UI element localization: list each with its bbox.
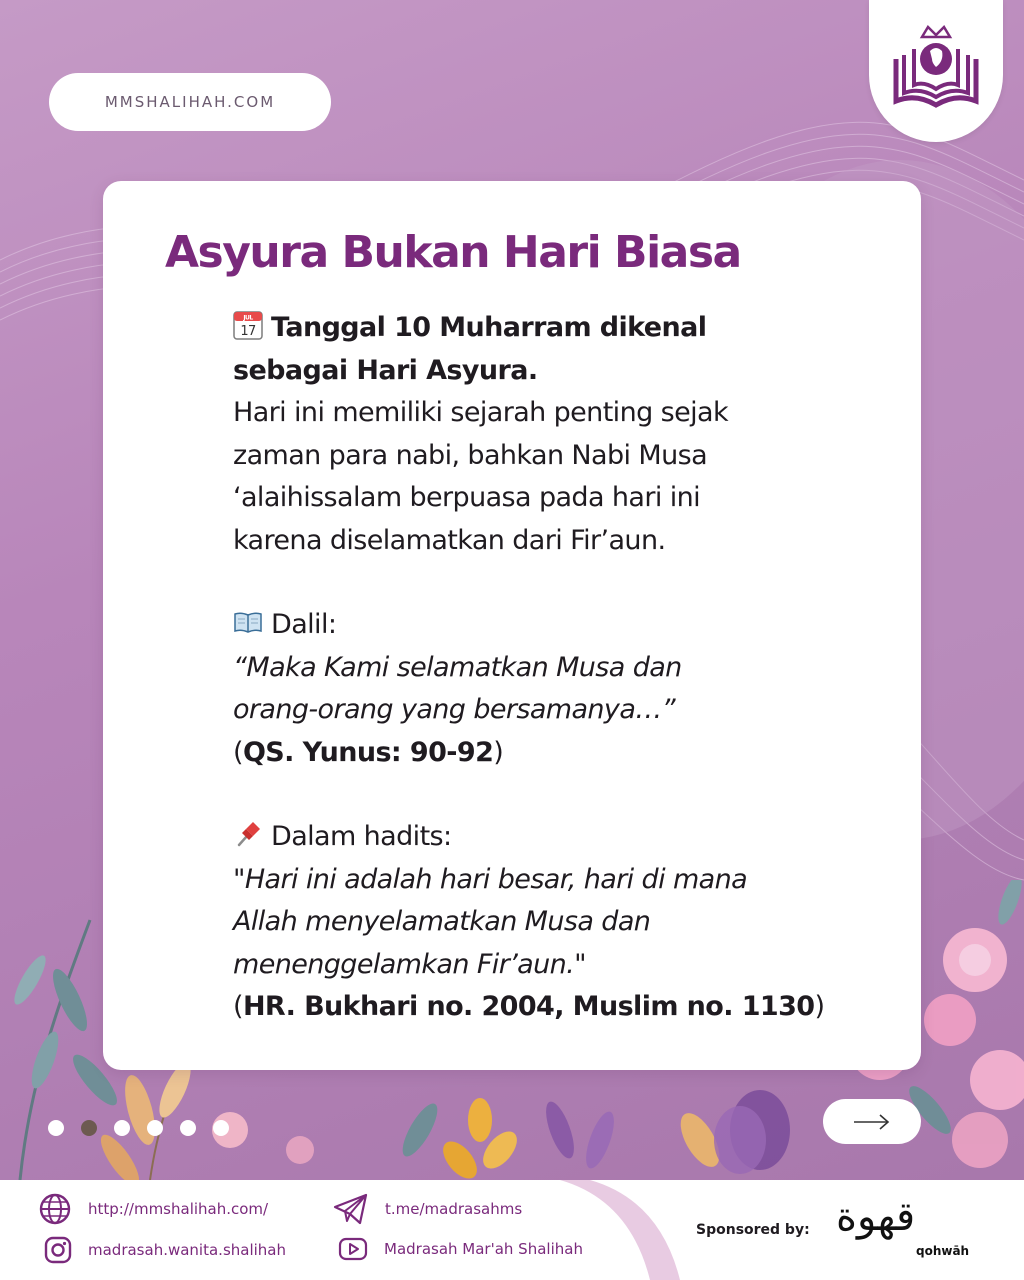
globe-icon (38, 1192, 72, 1226)
intro-line: karena diselamatkan dari Fir’aun. (233, 524, 666, 556)
brand-logo (869, 0, 1003, 142)
pagination-dot-active[interactable] (81, 1120, 97, 1136)
youtube-channel[interactable]: Madrasah Mar'ah Shalihah (384, 1240, 583, 1258)
hadits-reference: (HR. Bukhari no. 2004, Muslim no. 1130) (233, 991, 825, 1022)
card-title: Asyura Bukan Hari Biasa (165, 227, 741, 278)
pagination-dots (48, 1120, 229, 1136)
footer-swoosh-decoration (560, 1180, 690, 1280)
hadits-quote-line: "Hari ini adalah hari besar, hari di mana (233, 863, 748, 895)
card-body (233, 307, 893, 1029)
intro-line: ‘alaihissalam berpuasa pada hari ini (233, 482, 701, 513)
site-url-label: MMSHALIHAH.COM (104, 93, 276, 111)
pagination-dot[interactable] (147, 1120, 163, 1136)
footer-telegram[interactable] (333, 1192, 522, 1226)
telegram-icon (333, 1192, 369, 1226)
youtube-icon (338, 1236, 368, 1262)
pushpin-icon (233, 819, 263, 849)
sponsored-label: Sponsored by: (696, 1222, 810, 1238)
sponsor-logo (836, 1194, 976, 1266)
intro-bold-line-2: sebagai Hari Asyura. (233, 354, 538, 386)
sponsor-latin-text: qohwāh (916, 1244, 970, 1258)
sponsor-arabic-text: قهوة (836, 1194, 916, 1240)
hadits-label: Dalam hadits: (271, 821, 452, 852)
intro-bold-line-1: Tanggal 10 Muharram dikenal (271, 312, 707, 343)
dalil-quote-line: orang-orang yang bersamanya…” (233, 694, 676, 725)
footer (0, 1180, 1024, 1280)
footer-instagram[interactable] (44, 1236, 286, 1264)
dalil-ref-text: QS. Yunus: 90-92 (242, 736, 494, 768)
pagination-dot[interactable] (213, 1120, 229, 1136)
intro-line: zaman para nabi, bahkan Nabi Musa (233, 439, 708, 471)
hadits-quote-line: menenggelamkan Fir’aun." (233, 948, 586, 980)
site-url-pill[interactable] (49, 73, 331, 131)
hadits-ref-text: HR. Bukhari no. 2004, Muslim no. 1130 (242, 991, 815, 1022)
intro-line: Hari ini memiliki sejarah penting sejak (233, 397, 728, 428)
arrow-right-icon (852, 1112, 892, 1132)
book-crown-logo-icon (884, 19, 988, 123)
instagram-icon (44, 1236, 72, 1264)
pagination-dot[interactable] (48, 1120, 64, 1136)
next-slide-button[interactable] (823, 1099, 921, 1144)
dalil-label: Dalil: (271, 609, 337, 640)
footer-website[interactable] (38, 1192, 268, 1226)
content-card (103, 181, 921, 1070)
website-link[interactable]: http://mmshalihah.com/ (88, 1200, 269, 1218)
instagram-handle[interactable]: madrasah.wanita.shalihah (88, 1241, 286, 1259)
calendar-icon (233, 310, 263, 340)
telegram-link[interactable]: t.me/madrasahms (385, 1200, 523, 1218)
footer-youtube[interactable] (338, 1236, 583, 1262)
pagination-dot[interactable] (114, 1120, 130, 1136)
hadits-quote-line: Allah menyelamatkan Musa dan (233, 906, 651, 937)
book-icon (233, 607, 263, 637)
calendar-day-text: 17 (240, 324, 256, 339)
dalil-quote-line: “Maka Kami selamatkan Musa dan (233, 651, 682, 683)
pagination-dot[interactable] (180, 1120, 196, 1136)
calendar-month-text: JUL (243, 314, 253, 322)
dalil-reference: (QS. Yunus: 90-92) (233, 736, 504, 768)
